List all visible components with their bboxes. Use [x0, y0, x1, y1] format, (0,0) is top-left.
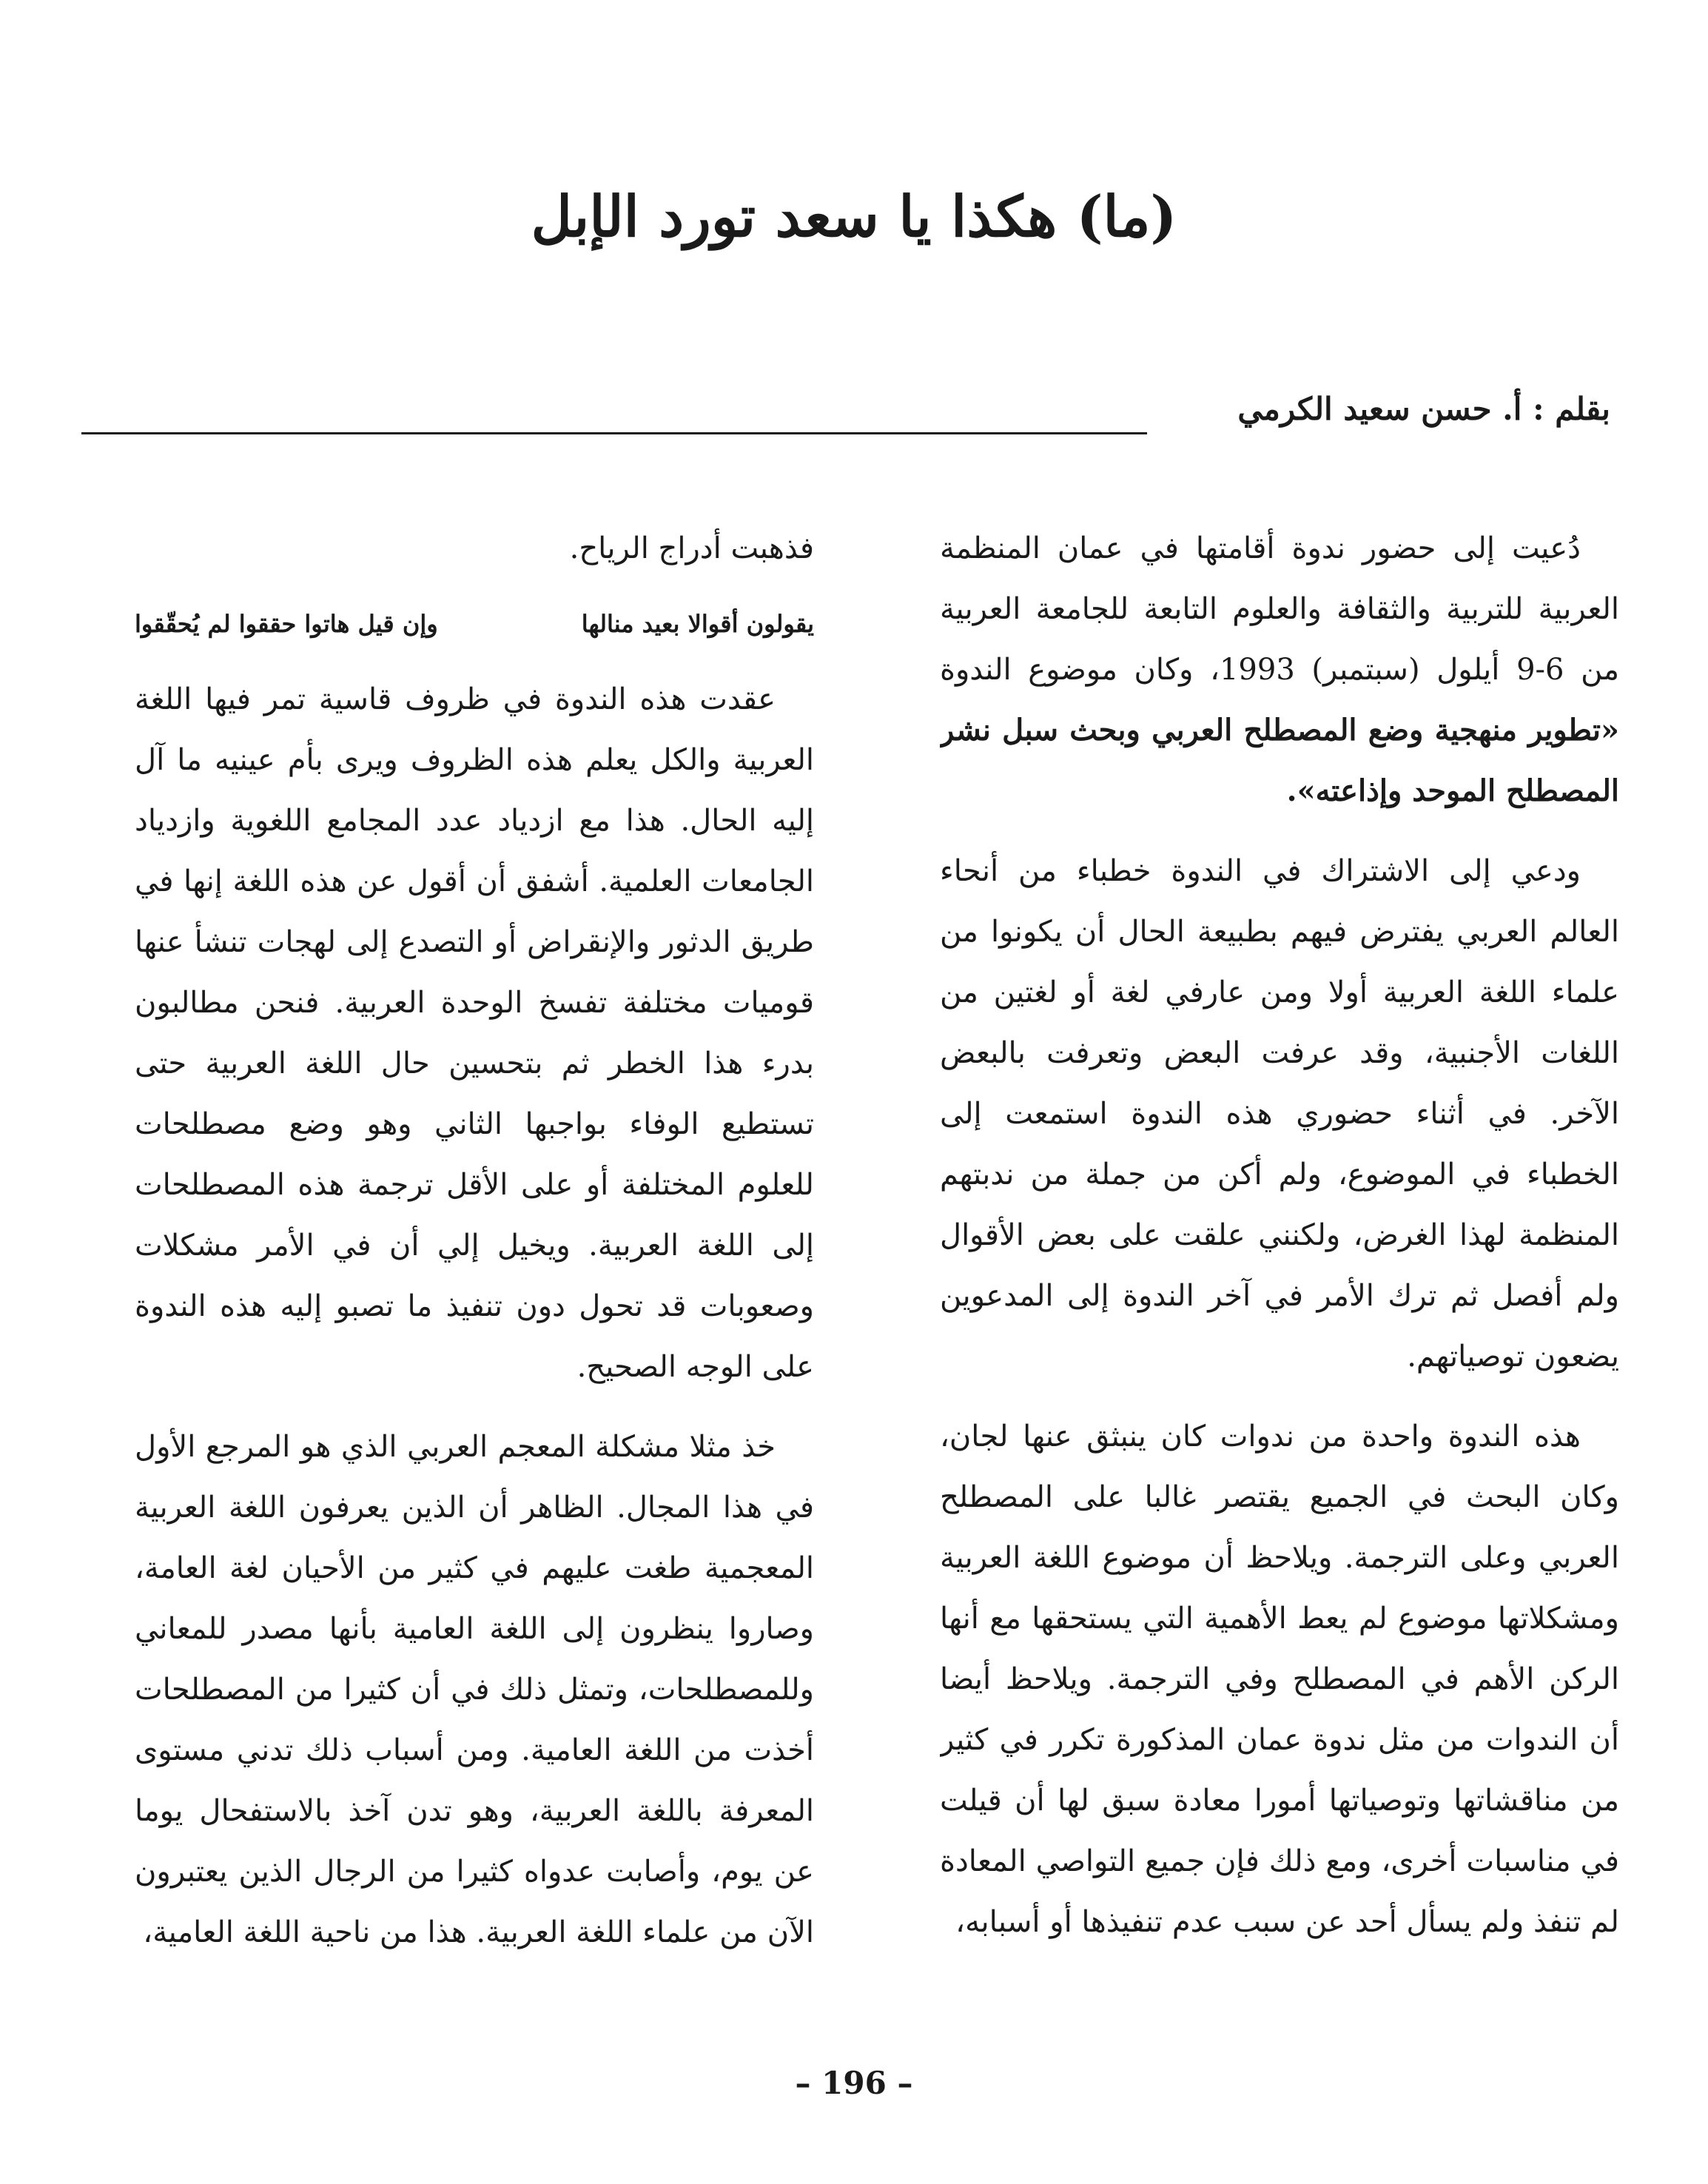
symposium-topic: «تطوير منهجية وضع المصطلح العربي وبحث سبل نشر المصطلح الموحد وإذاعته».: [940, 713, 1619, 808]
paragraph-3: هذه الندوة واحدة من ندوات كان ينبثق عنها لجان، وكان البحث في الجميع يقتصر غالبا على المصطلح العربي وعلى الترجمة. ويلاحظ أن موضوع اللغة العربية ومشكلاتها موضوع لم يعط الأهمية التي يستحقها مع أنها الركن الأهم في المصطلح وفي الترجمة. ويلاحظ أيضا أن الندوات من مثل ندوة عمان المذكورة تكرر في كثير من مناقشاتها وتوصياتها أمورا معادة سبق لها أن قيلت في مناسبات أخرى، ومع ذلك فإن جميع التواصي المعادة لم تنفذ ولم يسأل أحد عن سبب عدم تنفيذها أو أسبابه،: [940, 1419, 1619, 1939]
byline-rule: [81, 432, 1147, 434]
article-title: (ما) هكذا يا سعد تورد الإبل: [531, 184, 1177, 249]
paragraph-4: عقدت هذه الندوة في ظروف قاسية تمر فيها اللغة العربية والكل يعلم هذه الظروف ويرى بأم عينيه ما آل إليه الحال. هذا مع ازدياد عدد المجامع اللغوية وازدياد الجامعات العلمية. أشفق أن أقول عن هذه اللغة إنها في طريق الدثور والإنقراض أو التصدع إلى لهجات تنشأ عنها قوميات مختلفة تفسخ الوحدة العربية. فنحن مطالبون بدرء هذا الخطر ثم بتحسين حال اللغة العربية حتى تستطيع الوفاء بواجبها الثاني وهو وضع مصطلحات للعلوم المختلفة أو على الأقل ترجمة هذه المصطلحات إلى اللغة العربية. ويخيل إلي أن في الأمر مشكلات وصعوبات قد تحول دون تنفيذ ما تصبو إليه هذه الندوة على الوجه الصحيح.: [135, 682, 814, 1384]
paragraph-continuation: فذهبت أدراج الرياح.: [569, 531, 814, 565]
paragraph-2: ودعي إلى الاشتراك في الندوة خطباء من أنحاء العالم العربي يفترض فيهم بطبيعة الحال أن يكونوا من علماء اللغة العربية أولا ومن عارفي لغة أو لغتين من اللغات الأجنبية، وقد عرفت البعض وتعرفت بالبعض الآخر. في أثناء حضوري هذه الندوة استمعت إلى الخطباء في الموضوع، ولم أكن من جملة من ندبتهم المنظمة لهذا الغرض، ولكنني علقت على بعض الأقوال ولم أفصل ثم ترك الأمر في آخر الندوة إلى المدعوين يضعون توصياتهم.: [940, 854, 1619, 1374]
paragraph-5: خذ مثلا مشكلة المعجم العربي الذي هو المرجع الأول في هذا المجال. الظاهر أن الذين يعرفون اللغة العربية المعجمية طغت عليهم في كثير من الأحيان لغة العامة، وصاروا ينظرون إلى اللغة العامية بأنها مصدر للمعاني وللمصطلحات، وتمثل ذلك في أن كثيرا من المصطلحات أخذت من اللغة العامية. ومن أسباب ذلك تدني مستوى المعرفة باللغة العربية، وهو تدن آخذ بالاستفحال يوما عن يوم، وأصابت عدواه كثيرا من الرجال الذين يعتبرون الآن من علماء اللغة العربية. هذا من ناحية اللغة العامية،: [135, 1430, 814, 1949]
byline: بقلم : أ. حسن سعيد الكرمي: [1237, 391, 1610, 427]
paragraph-1: [940, 518, 1619, 821]
poem-verse: [135, 598, 814, 650]
left-column: [135, 518, 814, 2013]
paragraph-1-text: دُعيت إلى حضور ندوة أقامتها في عمان المنظمة العربية للتربية والثقافة والعلوم التابعة للجامعة العربية من 6-9 أيلول (سبتمبر) 1993، وكان موضوع الندوة: [940, 531, 1619, 687]
page-number: – 196 –: [795, 2065, 913, 2101]
verse-first-hemistich: يقولون أقوالا بعيد منالها: [581, 610, 814, 638]
right-column: [940, 518, 1619, 2013]
verse-second-hemistich: وإن قيل هاتوا حققوا لم يُحقّقوا: [135, 610, 438, 638]
